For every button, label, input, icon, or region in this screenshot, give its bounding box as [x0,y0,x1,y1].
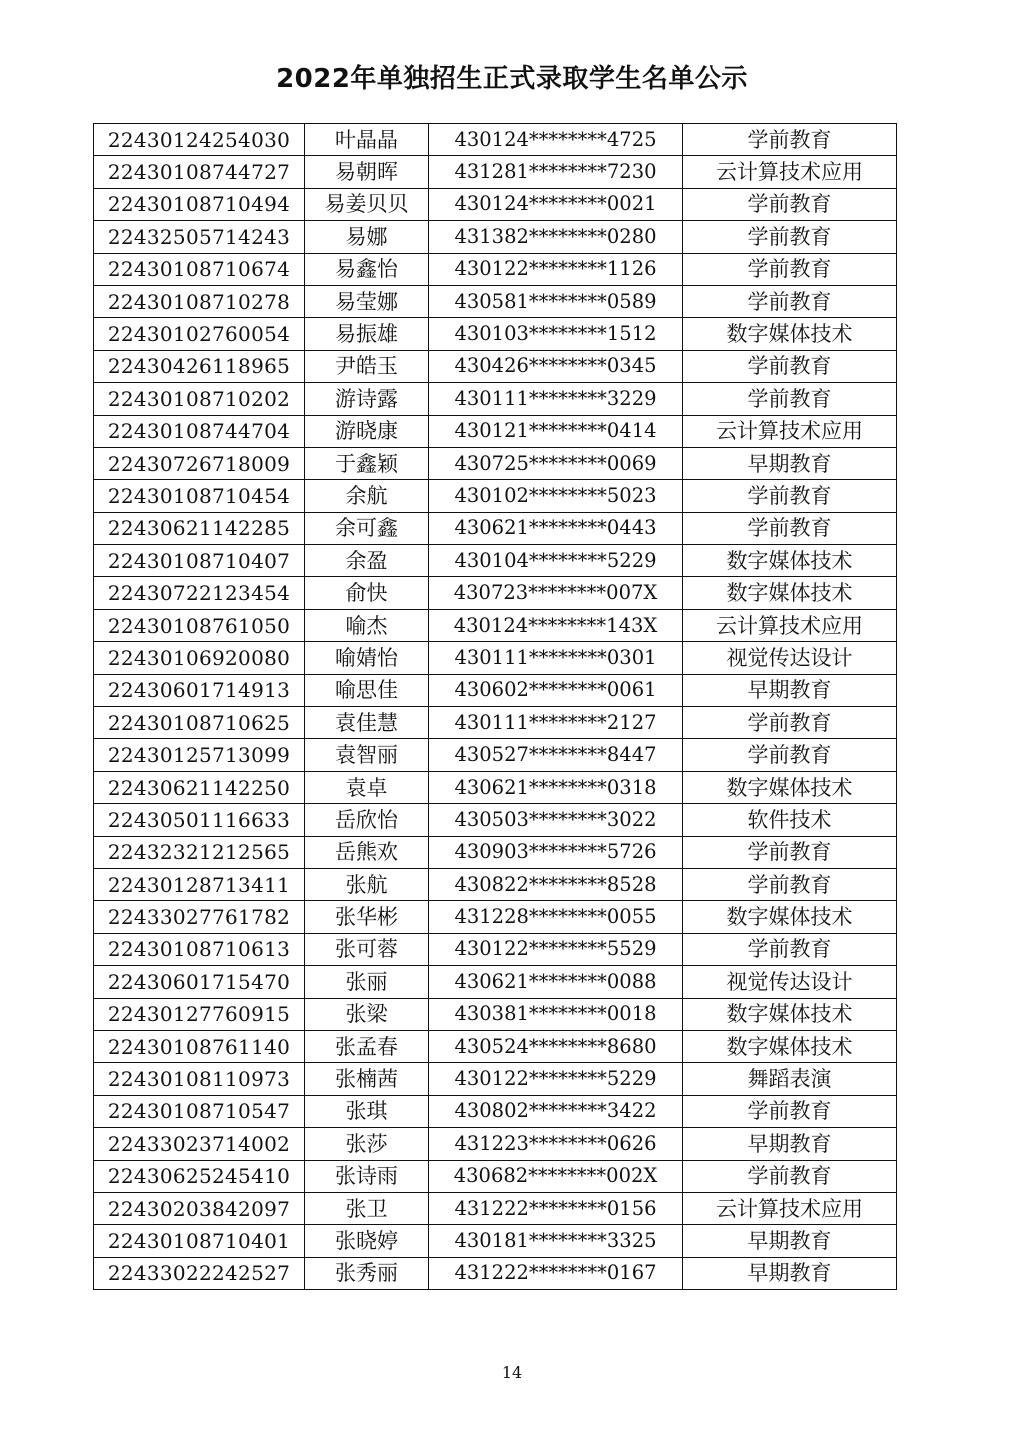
major-cell: 学前教育 [683,383,897,415]
table-row [94,868,897,900]
exam-number-cell: 22430108710401 [94,1225,305,1257]
student-name-cell: 余航 [305,480,429,512]
exam-number-cell: 22430501116633 [94,804,305,836]
id-card-cell: 430725********0069 [429,447,683,479]
id-card-cell: 431222********0156 [429,1192,683,1224]
id-card-cell: 430621********0088 [429,966,683,998]
exam-number-cell: 22430601715470 [94,966,305,998]
exam-number-cell: 22430106920080 [94,642,305,674]
id-card-cell: 430503********3022 [429,804,683,836]
table-row [94,1257,897,1289]
id-card-cell: 430121********0414 [429,415,683,447]
id-card-cell: 430381********0018 [429,998,683,1030]
exam-number-cell: 22433027761782 [94,901,305,933]
student-name-cell: 张卫 [305,1192,429,1224]
student-name-cell: 张莎 [305,1128,429,1160]
exam-number-cell: 22430108710494 [94,188,305,220]
id-card-cell: 430104********5229 [429,545,683,577]
exam-number-cell: 22433022242527 [94,1257,305,1289]
student-name-cell: 张可蓉 [305,933,429,965]
table-row [94,447,897,479]
student-name-cell: 张华彬 [305,901,429,933]
table-row [94,609,897,641]
table-row [94,124,897,156]
student-name-cell: 游诗露 [305,383,429,415]
exam-number-cell: 22430108710613 [94,933,305,965]
exam-number-cell: 22430124254030 [94,124,305,156]
exam-number-cell: 22430621142285 [94,512,305,544]
id-card-cell: 430124********143X [429,609,683,641]
id-card-cell: 430426********0345 [429,350,683,382]
table-row [94,642,897,674]
table-row [94,545,897,577]
student-name-cell: 叶晶晶 [305,124,429,156]
major-cell: 数字媒体技术 [683,998,897,1030]
major-cell: 数字媒体技术 [683,1030,897,1062]
exam-number-cell: 22430108710547 [94,1095,305,1127]
exam-number-cell: 22430125713099 [94,739,305,771]
major-cell: 云计算技术应用 [683,156,897,188]
major-cell: 舞蹈表演 [683,1063,897,1095]
student-name-cell: 喻思佳 [305,674,429,706]
id-card-cell: 430111********0301 [429,642,683,674]
major-cell: 视觉传达设计 [683,642,897,674]
student-name-cell: 易振雄 [305,318,429,350]
exam-number-cell: 22430108710202 [94,383,305,415]
major-cell: 学前教育 [683,480,897,512]
exam-number-cell: 22430601714913 [94,674,305,706]
exam-number-cell: 22430108710674 [94,253,305,285]
exam-number-cell: 22430108761140 [94,1030,305,1062]
student-name-cell: 易娜 [305,221,429,253]
id-card-cell: 430527********8447 [429,739,683,771]
major-cell: 学前教育 [683,124,897,156]
table-row [94,739,897,771]
major-cell: 数字媒体技术 [683,901,897,933]
student-name-cell: 余盈 [305,545,429,577]
major-cell: 早期教育 [683,674,897,706]
table-row [94,415,897,447]
id-card-cell: 430723********007X [429,577,683,609]
exam-number-cell: 22433023714002 [94,1128,305,1160]
id-card-cell: 430903********5726 [429,836,683,868]
major-cell: 云计算技术应用 [683,1192,897,1224]
id-card-cell: 430103********1512 [429,318,683,350]
major-cell: 学前教育 [683,1095,897,1127]
student-name-cell: 游晓康 [305,415,429,447]
major-cell: 学前教育 [683,285,897,317]
major-cell: 云计算技术应用 [683,415,897,447]
major-cell: 学前教育 [683,188,897,220]
id-card-cell: 430122********5529 [429,933,683,965]
id-card-cell: 431223********0626 [429,1128,683,1160]
student-name-cell: 喻婧怡 [305,642,429,674]
table-row [94,383,897,415]
major-cell: 学前教育 [683,221,897,253]
exam-number-cell: 22430726718009 [94,447,305,479]
major-cell: 数字媒体技术 [683,577,897,609]
table-row [94,285,897,317]
admission-table [93,123,897,1290]
table-row [94,933,897,965]
table-row [94,901,897,933]
major-cell: 学前教育 [683,350,897,382]
student-name-cell: 俞快 [305,577,429,609]
student-name-cell: 易朝晖 [305,156,429,188]
exam-number-cell: 22430108761050 [94,609,305,641]
id-card-cell: 430124********4725 [429,124,683,156]
student-name-cell: 岳熊欢 [305,836,429,868]
student-name-cell: 易鑫怡 [305,253,429,285]
exam-number-cell: 22430128713411 [94,868,305,900]
exam-number-cell: 22430108710625 [94,707,305,739]
major-cell: 早期教育 [683,1257,897,1289]
table-row [94,221,897,253]
major-cell: 数字媒体技术 [683,545,897,577]
table-row [94,998,897,1030]
exam-number-cell: 22430621142250 [94,771,305,803]
exam-number-cell: 22430108744704 [94,415,305,447]
student-name-cell: 易姜贝贝 [305,188,429,220]
student-name-cell: 余可鑫 [305,512,429,544]
student-name-cell: 张诗雨 [305,1160,429,1192]
exam-number-cell: 22430108110973 [94,1063,305,1095]
student-name-cell: 张梁 [305,998,429,1030]
id-card-cell: 430822********8528 [429,868,683,900]
id-card-cell: 430111********2127 [429,707,683,739]
id-card-cell: 430602********0061 [429,674,683,706]
major-cell: 数字媒体技术 [683,771,897,803]
major-cell: 视觉传达设计 [683,966,897,998]
exam-number-cell: 22430625245410 [94,1160,305,1192]
table-row [94,1225,897,1257]
table-row [94,804,897,836]
table-row [94,1192,897,1224]
student-name-cell: 张丽 [305,966,429,998]
id-card-cell: 430581********0589 [429,285,683,317]
student-name-cell: 张孟春 [305,1030,429,1062]
table-row [94,188,897,220]
major-cell: 学前教育 [683,253,897,285]
major-cell: 学前教育 [683,1160,897,1192]
admission-table-body [94,124,897,1290]
id-card-cell: 430682********002X [429,1160,683,1192]
student-name-cell: 袁佳慧 [305,707,429,739]
student-name-cell: 尹皓玉 [305,350,429,382]
exam-number-cell: 22430426118965 [94,350,305,382]
exam-number-cell: 22430108710278 [94,285,305,317]
major-cell: 学前教育 [683,739,897,771]
id-card-cell: 430124********0021 [429,188,683,220]
exam-number-cell: 22430127760915 [94,998,305,1030]
table-row [94,1160,897,1192]
major-cell: 数字媒体技术 [683,318,897,350]
table-row [94,1095,897,1127]
id-card-cell: 431222********0167 [429,1257,683,1289]
major-cell: 学前教育 [683,933,897,965]
major-cell: 早期教育 [683,447,897,479]
exam-number-cell: 22430108710407 [94,545,305,577]
id-card-cell: 431382********0280 [429,221,683,253]
major-cell: 学前教育 [683,836,897,868]
student-name-cell: 张航 [305,868,429,900]
student-name-cell: 张琪 [305,1095,429,1127]
student-name-cell: 喻杰 [305,609,429,641]
major-cell: 学前教育 [683,707,897,739]
exam-number-cell: 22430722123454 [94,577,305,609]
table-row [94,836,897,868]
table-row [94,350,897,382]
id-card-cell: 431228********0055 [429,901,683,933]
id-card-cell: 430111********3229 [429,383,683,415]
id-card-cell: 430122********1126 [429,253,683,285]
major-cell: 早期教育 [683,1128,897,1160]
table-row [94,771,897,803]
student-name-cell: 袁智丽 [305,739,429,771]
major-cell: 云计算技术应用 [683,609,897,641]
id-card-cell: 430621********0443 [429,512,683,544]
major-cell: 学前教育 [683,868,897,900]
id-card-cell: 430621********0318 [429,771,683,803]
table-row [94,1128,897,1160]
student-name-cell: 张秀丽 [305,1257,429,1289]
exam-number-cell: 22430102760054 [94,318,305,350]
table-row [94,318,897,350]
table-row [94,707,897,739]
exam-number-cell: 22430203842097 [94,1192,305,1224]
student-name-cell: 张楠茜 [305,1063,429,1095]
student-name-cell: 袁卓 [305,771,429,803]
page-title: 2022年单独招生正式录取学生名单公示 [276,64,748,94]
exam-number-cell: 22430108710454 [94,480,305,512]
table-row [94,1030,897,1062]
table-row [94,156,897,188]
table-row [94,512,897,544]
id-card-cell: 430122********5229 [429,1063,683,1095]
page-number: 14 [501,1363,523,1382]
table-row [94,253,897,285]
table-row [94,966,897,998]
id-card-cell: 431281********7230 [429,156,683,188]
major-cell: 学前教育 [683,512,897,544]
major-cell: 软件技术 [683,804,897,836]
exam-number-cell: 22432321212565 [94,836,305,868]
table-row [94,674,897,706]
student-name-cell: 岳欣怡 [305,804,429,836]
major-cell: 早期教育 [683,1225,897,1257]
table-row [94,577,897,609]
exam-number-cell: 22432505714243 [94,221,305,253]
id-card-cell: 430524********8680 [429,1030,683,1062]
student-name-cell: 易莹娜 [305,285,429,317]
id-card-cell: 430181********3325 [429,1225,683,1257]
id-card-cell: 430802********3422 [429,1095,683,1127]
id-card-cell: 430102********5023 [429,480,683,512]
student-name-cell: 于鑫颖 [305,447,429,479]
exam-number-cell: 22430108744727 [94,156,305,188]
student-name-cell: 张晓婷 [305,1225,429,1257]
table-row [94,1063,897,1095]
table-row [94,480,897,512]
